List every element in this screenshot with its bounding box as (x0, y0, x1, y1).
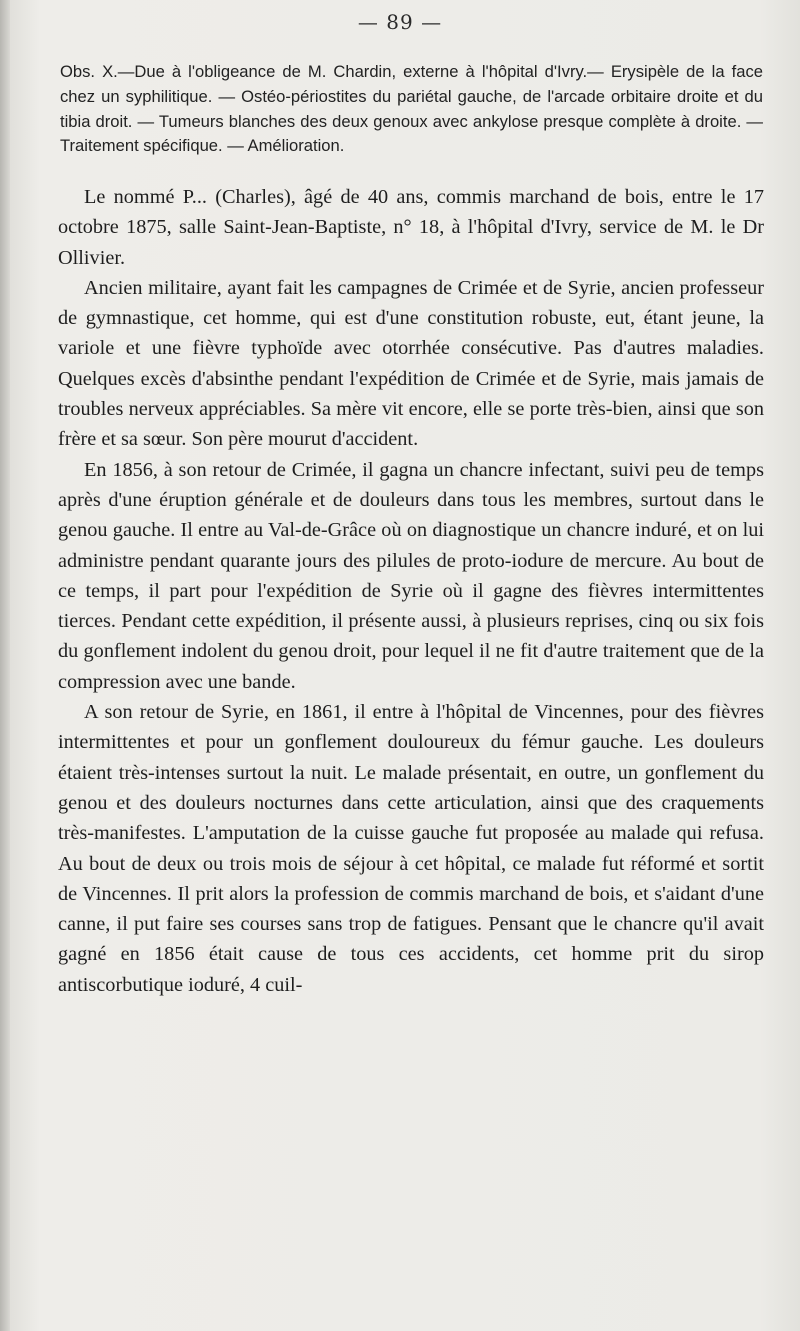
page-number: — 89 — (357, 10, 443, 34)
page-spine-shadow (0, 0, 10, 1331)
paragraph-admission: Le nommé P... (Charles), âgé de 40 ans, commis marchand de bois, entre le 17 octobre 1875, salle Saint-Jean-Baptiste, n° 18, à l'hôpital d'Ivry, service de M. le Dr Ollivier. (58, 186, 764, 269)
observation-summary: Obs. X.—Due à l'obligeance de M. Chardin, externe à l'hôpital d'Ivry.— Erysipèle de la face chez un syphilitique. — Ostéo-périostites du pariétal gauche, de l'arcade orbitaire droite et du tibia droit. — Tumeurs blanches des deux genoux avec ankylose presque complète à droite. — Traitement spécifique. — Amélioration. (60, 62, 763, 156)
paragraph-1861-vincennes: A son retour de Syrie, en 1861, il entre à l'hôpital de Vincennes, pour des fièvres intermittentes et pour un gonflement douloureux du fémur gauche. Les douleurs étaient très-intenses surtout la nuit. Le malade présentait, en outre, un gonflement du genou et des douleurs nocturnes dans cette articulation, ainsi que des craquements très-manifestes. L'amputation de la cuisse gauche fut proposée au malade qui refusa. Au bout de deux ou trois mois de séjour à cet hôpital, ce malade fut réformé et sortit de Vincennes. Il prit alors la profession de commis marchand de bois, et s'aidant d'une canne, il put faire ses courses sans trop de fatigues. Pensant que le chancre qu'il avait gagné en 1856 était cause de tous ces accidents, cet homme prit du sirop antiscorbutique ioduré, 4 cuil- (58, 701, 764, 996)
paragraph-history: Ancien militaire, ayant fait les campagnes de Crimée et de Syrie, ancien professeur de gymnastique, cet homme, qui est d'une constitution robuste, eut, étant jeune, la variole et une fièvre typhoïde avec otorrhée consécutive. Pas d'autres maladies. Quelques excès d'absinthe pendant l'expédition de Crimée et de Syrie, mais jamais de troubles nerveux appréciables. Sa mère vit encore, elle se porte très-bien, ainsi que son frère et sa sœur. Son père mourut d'accident. (58, 276, 764, 451)
case-report-body (58, 182, 764, 1000)
paragraph-1856-chancre: En 1856, à son retour de Crimée, il gagna un chancre infectant, suivi peu de temps après d'une éruption générale et de douleurs dans tous les membres, surtout dans le genou gauche. Il entre au Val-de-Grâce où on diagnostique un chancre induré, et on lui administre pendant quarante jours des pilules de proto-iodure de mercure. Au bout de ce temps, il part pour l'expédition de Syrie où il gagne des fièvres intermittentes tierces. Pendant cette expédition, il présente aussi, à plusieurs reprises, cinq ou six fois du gonflement indolent du genou droit, pour lequel il ne fit d'autre traitement que de la compression avec une bande. (58, 458, 764, 693)
